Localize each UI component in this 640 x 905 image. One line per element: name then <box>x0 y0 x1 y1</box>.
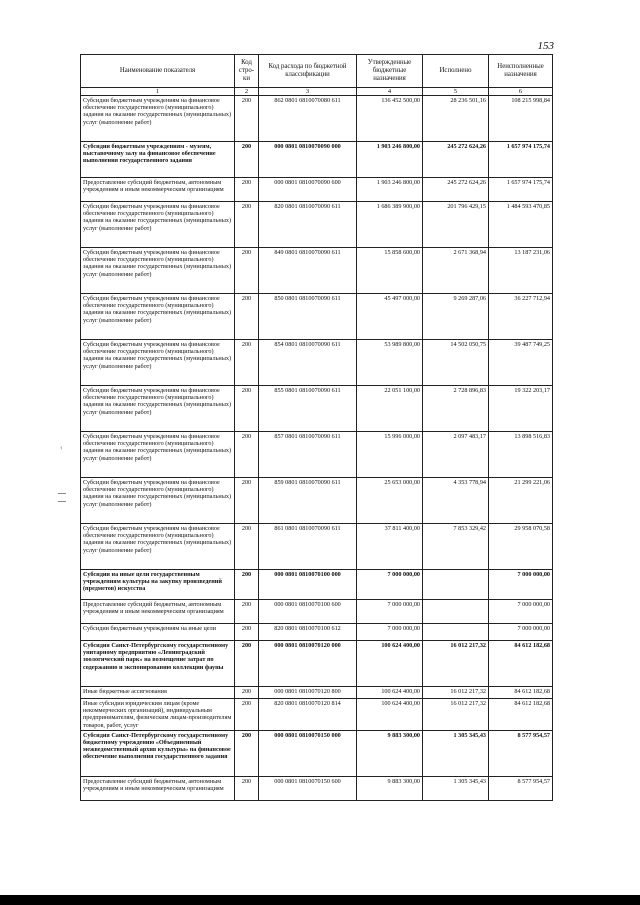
row-indicator-name: Субсидии бюджетным учреждениям на финансовое обеспечение государственного (муниципального) задания на оказание государственных (муниципальных) услуг (выполнение работ) <box>81 478 235 524</box>
row-expense-code: 000 0801 0810070100 600 <box>259 600 357 624</box>
margin-mark: ‹ <box>60 443 63 452</box>
column-number: 4 <box>357 88 423 96</box>
table-row <box>81 142 553 178</box>
table-row <box>81 386 553 432</box>
row-executed-amount: 1 305 345,43 <box>423 776 489 800</box>
row-line-code: 200 <box>235 641 259 687</box>
row-expense-code: 000 0801 0810070090 600 <box>259 178 357 202</box>
table-row <box>81 478 553 524</box>
row-approved-amount: 1 903 246 800,00 <box>357 142 423 178</box>
table-row <box>81 202 553 248</box>
row-indicator-name: Субсидия Санкт-Петербургскому государственному унитарному предприятию «Ленинградский зоологический парк» на возмещение затрат по содержанию и экспонированию коллекции фауны <box>81 641 235 687</box>
row-expense-code: 862 0801 0810070080 611 <box>259 96 357 142</box>
column-number: 3 <box>259 88 357 96</box>
row-approved-amount: 25 653 000,00 <box>357 478 423 524</box>
row-expense-code: 849 0801 0810070090 611 <box>259 248 357 294</box>
row-executed-amount: 2 097 483,17 <box>423 432 489 478</box>
budget-execution-table <box>80 54 553 801</box>
row-indicator-name: Субсидии бюджетным учреждениям на финансовое обеспечение государственного (муниципального) задания на оказание государственных (муниципальных) услуг (выполнение работ) <box>81 432 235 478</box>
row-unexecuted-amount: 13 187 231,06 <box>489 248 553 294</box>
row-expense-code: 820 0801 0810070100 612 <box>259 624 357 641</box>
page-number: 153 <box>537 40 554 52</box>
row-executed-amount: 4 353 778,94 <box>423 478 489 524</box>
header-indicator-name: Наименование показателя <box>81 55 235 88</box>
row-approved-amount: 100 624 400,00 <box>357 641 423 687</box>
table-row <box>81 524 553 570</box>
table-row <box>81 730 553 776</box>
column-number-row <box>81 88 553 96</box>
row-expense-code: 000 0801 0810070090 000 <box>259 142 357 178</box>
row-indicator-name: Субсидия Санкт-Петербургскому государственному бюджетному учреждению «Объединенный межведомственный архив культуры» на финансовое обеспечение выполнения государственного задания <box>81 730 235 776</box>
header-executed: Исполнено <box>423 55 489 88</box>
row-unexecuted-amount: 7 000 000,00 <box>489 600 553 624</box>
row-line-code: 200 <box>235 687 259 699</box>
row-expense-code: 859 0801 0810070090 611 <box>259 478 357 524</box>
row-indicator-name: Субсидии бюджетным учреждениям на финансовое обеспечение государственного (муниципального) задания на оказание государственных (муниципальных) услуг (выполнение работ) <box>81 340 235 386</box>
row-expense-code: 000 0801 0810070100 000 <box>259 570 357 600</box>
table-row <box>81 340 553 386</box>
row-line-code: 200 <box>235 142 259 178</box>
row-approved-amount: 7 000 000,00 <box>357 624 423 641</box>
row-line-code: 200 <box>235 96 259 142</box>
margin-mark <box>58 501 66 502</box>
table-row <box>81 699 553 731</box>
row-indicator-name: Иные бюджетные ассигнования <box>81 687 235 699</box>
row-executed-amount: 2 728 896,83 <box>423 386 489 432</box>
header-approved: Утвержденные бюджетные назначения <box>357 55 423 88</box>
row-indicator-name: Субсидии бюджетным учреждениям на финансовое обеспечение государственного (муниципального) задания на оказание государственных (муниципальных) услуг (выполнение работ) <box>81 386 235 432</box>
row-indicator-name: Субсидии бюджетным учреждениям на иные цели <box>81 624 235 641</box>
row-line-code: 200 <box>235 340 259 386</box>
row-unexecuted-amount: 84 612 182,68 <box>489 641 553 687</box>
row-approved-amount: 45 497 000,00 <box>357 294 423 340</box>
row-executed-amount: 245 272 624,26 <box>423 142 489 178</box>
row-approved-amount: 15 996 000,00 <box>357 432 423 478</box>
row-indicator-name: Предоставление субсидий бюджетным, автономным учреждениям и иным некоммерческим организациям <box>81 178 235 202</box>
row-indicator-name: Субсидии на иные цели государственным учреждениям культуры на закупку произведений (предметов) искусства <box>81 570 235 600</box>
column-number: 1 <box>81 88 235 96</box>
row-unexecuted-amount: 7 000 000,00 <box>489 624 553 641</box>
row-indicator-name: Субсидии бюджетным учреждениям на финансовое обеспечение государственного (муниципального) задания на оказание государственных (муниципальных) услуг (выполнение работ) <box>81 248 235 294</box>
table-row <box>81 641 553 687</box>
row-indicator-name: Предоставление субсидий бюджетным, автономным учреждениям и иным некоммерческим организациям <box>81 600 235 624</box>
header-expense-code: Код расхода по бюджетной классификации <box>259 55 357 88</box>
row-unexecuted-amount: 1 484 593 470,85 <box>489 202 553 248</box>
row-executed-amount <box>423 570 489 600</box>
row-approved-amount: 53 989 800,00 <box>357 340 423 386</box>
table-row <box>81 600 553 624</box>
row-expense-code: 855 0801 0810070090 611 <box>259 386 357 432</box>
table-row <box>81 178 553 202</box>
row-approved-amount: 1 903 246 800,00 <box>357 178 423 202</box>
row-indicator-name: Субсидии бюджетным учреждениям на финансовое обеспечение государственного (муниципального) задания на оказание государственных (муниципальных) услуг (выполнение работ) <box>81 96 235 142</box>
table-row <box>81 294 553 340</box>
row-line-code: 200 <box>235 432 259 478</box>
row-line-code: 200 <box>235 248 259 294</box>
row-approved-amount: 9 883 300,00 <box>357 776 423 800</box>
row-indicator-name: Субсидии бюджетным учреждениям - музеям, выставочному залу на финансовое обеспечение выполнения государственного задания <box>81 142 235 178</box>
row-expense-code: 000 0801 0810070150 000 <box>259 730 357 776</box>
row-approved-amount: 37 811 400,00 <box>357 524 423 570</box>
row-unexecuted-amount: 19 322 203,17 <box>489 386 553 432</box>
row-line-code: 200 <box>235 386 259 432</box>
row-executed-amount: 2 671 368,94 <box>423 248 489 294</box>
row-unexecuted-amount: 84 612 182,68 <box>489 687 553 699</box>
column-number: 5 <box>423 88 489 96</box>
row-line-code: 200 <box>235 699 259 731</box>
margin-mark <box>58 493 66 494</box>
row-executed-amount: 16 012 217,32 <box>423 641 489 687</box>
row-unexecuted-amount: 36 227 712,94 <box>489 294 553 340</box>
row-expense-code: 850 0801 0810070090 611 <box>259 294 357 340</box>
row-approved-amount: 7 000 000,00 <box>357 570 423 600</box>
row-expense-code: 000 0801 0810070120 000 <box>259 641 357 687</box>
row-approved-amount: 136 452 500,00 <box>357 96 423 142</box>
row-executed-amount <box>423 600 489 624</box>
row-expense-code: 820 0801 0810070120 814 <box>259 699 357 731</box>
row-line-code: 200 <box>235 730 259 776</box>
row-executed-amount: 245 272 624,26 <box>423 178 489 202</box>
row-expense-code: 857 0801 0810070090 611 <box>259 432 357 478</box>
row-unexecuted-amount: 8 577 954,57 <box>489 776 553 800</box>
table-header-row <box>81 55 553 88</box>
row-unexecuted-amount: 8 577 954,57 <box>489 730 553 776</box>
table-row <box>81 570 553 600</box>
row-line-code: 200 <box>235 524 259 570</box>
row-indicator-name: Иные субсидии юридическим лицам (кроме некоммерческих организаций), индивидуальным предпринимателям, физическим лицам-производителям товаров, работ, услуг <box>81 699 235 731</box>
row-line-code: 200 <box>235 570 259 600</box>
row-line-code: 200 <box>235 178 259 202</box>
table-row <box>81 687 553 699</box>
row-expense-code: 854 0801 0810070090 611 <box>259 340 357 386</box>
row-expense-code: 000 0801 0810070150 600 <box>259 776 357 800</box>
row-unexecuted-amount: 29 958 070,58 <box>489 524 553 570</box>
table-body <box>81 96 553 801</box>
row-approved-amount: 22 051 100,00 <box>357 386 423 432</box>
table-row <box>81 248 553 294</box>
row-indicator-name: Субсидии бюджетным учреждениям на финансовое обеспечение государственного (муниципального) задания на оказание государственных (муниципальных) услуг (выполнение работ) <box>81 294 235 340</box>
table-row <box>81 96 553 142</box>
row-executed-amount: 16 012 217,32 <box>423 699 489 731</box>
row-expense-code: 820 0801 0810070090 611 <box>259 202 357 248</box>
row-indicator-name: Субсидии бюджетным учреждениям на финансовое обеспечение государственного (муниципального) задания на оказание государственных (муниципальных) услуг (выполнение работ) <box>81 524 235 570</box>
row-line-code: 200 <box>235 624 259 641</box>
row-unexecuted-amount: 39 487 749,25 <box>489 340 553 386</box>
row-line-code: 200 <box>235 478 259 524</box>
row-indicator-name: Предоставление субсидий бюджетным, автономным учреждениям и иным некоммерческим организациям <box>81 776 235 800</box>
row-approved-amount: 7 000 000,00 <box>357 600 423 624</box>
row-approved-amount: 100 624 400,00 <box>357 687 423 699</box>
scan-bottom-edge <box>0 895 640 905</box>
table-row <box>81 432 553 478</box>
row-line-code: 200 <box>235 294 259 340</box>
row-unexecuted-amount: 13 898 516,83 <box>489 432 553 478</box>
row-approved-amount: 15 858 600,00 <box>357 248 423 294</box>
row-executed-amount: 1 305 345,43 <box>423 730 489 776</box>
row-approved-amount: 1 686 389 900,00 <box>357 202 423 248</box>
row-unexecuted-amount: 1 657 974 175,74 <box>489 178 553 202</box>
row-line-code: 200 <box>235 776 259 800</box>
row-executed-amount: 9 269 287,06 <box>423 294 489 340</box>
row-approved-amount: 9 883 300,00 <box>357 730 423 776</box>
row-executed-amount: 28 236 501,16 <box>423 96 489 142</box>
row-executed-amount: 7 853 329,42 <box>423 524 489 570</box>
row-unexecuted-amount: 84 612 182,68 <box>489 699 553 731</box>
row-unexecuted-amount: 7 000 000,00 <box>489 570 553 600</box>
table-row <box>81 776 553 800</box>
row-indicator-name: Субсидии бюджетным учреждениям на финансовое обеспечение государственного (муниципального) задания на оказание государственных (муниципальных) услуг (выполнение работ) <box>81 202 235 248</box>
row-executed-amount: 14 502 050,75 <box>423 340 489 386</box>
row-expense-code: 861 0801 0810070090 611 <box>259 524 357 570</box>
row-unexecuted-amount: 108 215 998,84 <box>489 96 553 142</box>
row-unexecuted-amount: 21 299 221,06 <box>489 478 553 524</box>
row-executed-amount: 16 012 217,32 <box>423 687 489 699</box>
row-executed-amount <box>423 624 489 641</box>
row-line-code: 200 <box>235 202 259 248</box>
row-expense-code: 000 0801 0810070120 800 <box>259 687 357 699</box>
row-approved-amount: 100 624 400,00 <box>357 699 423 731</box>
row-line-code: 200 <box>235 600 259 624</box>
table-row <box>81 624 553 641</box>
header-unexecuted: Неисполненные назначения <box>489 55 553 88</box>
column-number: 2 <box>235 88 259 96</box>
header-line-code: Код стро-ки <box>235 55 259 88</box>
row-executed-amount: 201 796 429,15 <box>423 202 489 248</box>
column-number: 6 <box>489 88 553 96</box>
row-unexecuted-amount: 1 657 974 175,74 <box>489 142 553 178</box>
